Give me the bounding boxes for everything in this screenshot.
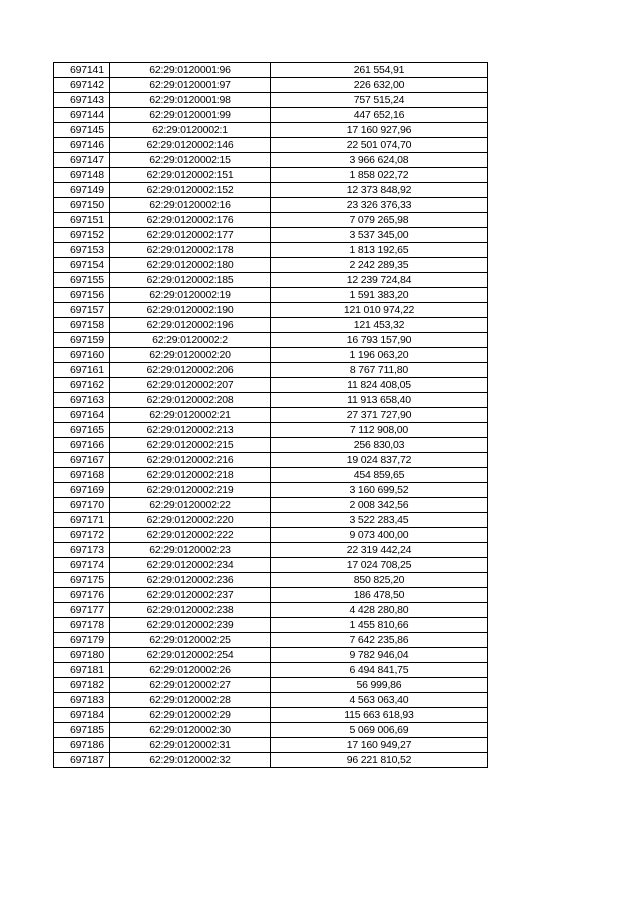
table-row: [54, 378, 488, 393]
row-number-cell: 697158: [54, 318, 110, 333]
row-number-cell: 697162: [54, 378, 110, 393]
cadastral-number-cell: 62:29:0120002:23: [110, 543, 271, 558]
row-number-cell: 697161: [54, 363, 110, 378]
table-row: [54, 228, 488, 243]
cadastral-number-cell: 62:29:0120002:185: [110, 273, 271, 288]
value-cell: 115 663 618,93: [271, 708, 488, 723]
table-row: [54, 543, 488, 558]
table-row: [54, 513, 488, 528]
row-number-cell: 697153: [54, 243, 110, 258]
cadastral-number-cell: 62:29:0120002:239: [110, 618, 271, 633]
value-cell: 3 966 624,08: [271, 153, 488, 168]
table-row: [54, 693, 488, 708]
value-cell: 4 428 280,80: [271, 603, 488, 618]
cadastral-number-cell: 62:29:0120002:25: [110, 633, 271, 648]
value-cell: 850 825,20: [271, 573, 488, 588]
cadastral-number-cell: 62:29:0120002:21: [110, 408, 271, 423]
value-cell: 757 515,24: [271, 93, 488, 108]
value-cell: 261 554,91: [271, 63, 488, 78]
row-number-cell: 697165: [54, 423, 110, 438]
row-number-cell: 697181: [54, 663, 110, 678]
cadastral-number-cell: 62:29:0120002:208: [110, 393, 271, 408]
table-row: [54, 273, 488, 288]
cadastral-number-cell: 62:29:0120002:236: [110, 573, 271, 588]
value-cell: 96 221 810,52: [271, 753, 488, 768]
value-cell: 3 522 283,45: [271, 513, 488, 528]
table-row: [54, 708, 488, 723]
row-number-cell: 697170: [54, 498, 110, 513]
registry-table-body: [54, 63, 488, 768]
table-row: [54, 558, 488, 573]
cadastral-number-cell: 62:29:0120002:206: [110, 363, 271, 378]
cadastral-number-cell: 62:29:0120002:238: [110, 603, 271, 618]
cadastral-number-cell: 62:29:0120002:234: [110, 558, 271, 573]
table-row: [54, 243, 488, 258]
table-row: [54, 183, 488, 198]
cadastral-number-cell: 62:29:0120001:97: [110, 78, 271, 93]
cadastral-number-cell: 62:29:0120002:22: [110, 498, 271, 513]
value-cell: 11 913 658,40: [271, 393, 488, 408]
table-row: [54, 753, 488, 768]
value-cell: 226 632,00: [271, 78, 488, 93]
row-number-cell: 697169: [54, 483, 110, 498]
value-cell: 2 008 342,56: [271, 498, 488, 513]
row-number-cell: 697184: [54, 708, 110, 723]
value-cell: 23 326 376,33: [271, 198, 488, 213]
row-number-cell: 697155: [54, 273, 110, 288]
value-cell: 6 494 841,75: [271, 663, 488, 678]
row-number-cell: 697146: [54, 138, 110, 153]
table-row: [54, 408, 488, 423]
row-number-cell: 697171: [54, 513, 110, 528]
cadastral-number-cell: 62:29:0120002:27: [110, 678, 271, 693]
table-row: [54, 468, 488, 483]
value-cell: 17 160 927,96: [271, 123, 488, 138]
cadastral-number-cell: 62:29:0120002:19: [110, 288, 271, 303]
value-cell: 454 859,65: [271, 468, 488, 483]
cadastral-number-cell: 62:29:0120002:16: [110, 198, 271, 213]
row-number-cell: 697179: [54, 633, 110, 648]
table-row: [54, 588, 488, 603]
cadastral-number-cell: 62:29:0120002:15: [110, 153, 271, 168]
cadastral-number-cell: 62:29:0120002:218: [110, 468, 271, 483]
table-row: [54, 438, 488, 453]
table-row: [54, 258, 488, 273]
table-row: [54, 528, 488, 543]
row-number-cell: 697143: [54, 93, 110, 108]
cadastral-number-cell: 62:29:0120002:207: [110, 378, 271, 393]
value-cell: 7 642 235,86: [271, 633, 488, 648]
table-row: [54, 423, 488, 438]
value-cell: 447 652,16: [271, 108, 488, 123]
row-number-cell: 697166: [54, 438, 110, 453]
row-number-cell: 697159: [54, 333, 110, 348]
row-number-cell: 697173: [54, 543, 110, 558]
value-cell: 17 160 949,27: [271, 738, 488, 753]
value-cell: 12 373 848,92: [271, 183, 488, 198]
cadastral-number-cell: 62:29:0120002:29: [110, 708, 271, 723]
value-cell: 16 793 157,90: [271, 333, 488, 348]
table-row: [54, 213, 488, 228]
value-cell: 121 453,32: [271, 318, 488, 333]
value-cell: 2 242 289,35: [271, 258, 488, 273]
table-row: [54, 138, 488, 153]
row-number-cell: 697176: [54, 588, 110, 603]
cadastral-number-cell: 62:29:0120002:180: [110, 258, 271, 273]
value-cell: 8 767 711,80: [271, 363, 488, 378]
cadastral-number-cell: 62:29:0120002:254: [110, 648, 271, 663]
table-row: [54, 663, 488, 678]
row-number-cell: 697168: [54, 468, 110, 483]
cadastral-number-cell: 62:29:0120002:32: [110, 753, 271, 768]
row-number-cell: 697177: [54, 603, 110, 618]
value-cell: 1 591 383,20: [271, 288, 488, 303]
row-number-cell: 697149: [54, 183, 110, 198]
cadastral-number-cell: 62:29:0120002:176: [110, 213, 271, 228]
row-number-cell: 697150: [54, 198, 110, 213]
table-row: [54, 78, 488, 93]
value-cell: 27 371 727,90: [271, 408, 488, 423]
row-number-cell: 697148: [54, 168, 110, 183]
row-number-cell: 697157: [54, 303, 110, 318]
row-number-cell: 697164: [54, 408, 110, 423]
cadastral-number-cell: 62:29:0120002:196: [110, 318, 271, 333]
cadastral-number-cell: 62:29:0120002:213: [110, 423, 271, 438]
value-cell: 3 160 699,52: [271, 483, 488, 498]
row-number-cell: 697152: [54, 228, 110, 243]
table-row: [54, 723, 488, 738]
cadastral-number-cell: 62:29:0120002:219: [110, 483, 271, 498]
row-number-cell: 697185: [54, 723, 110, 738]
cadastral-number-cell: 62:29:0120002:215: [110, 438, 271, 453]
value-cell: 5 069 006,69: [271, 723, 488, 738]
table-row: [54, 648, 488, 663]
row-number-cell: 697186: [54, 738, 110, 753]
table-row: [54, 288, 488, 303]
table-row: [54, 483, 488, 498]
table-row: [54, 363, 488, 378]
row-number-cell: 697174: [54, 558, 110, 573]
cadastral-number-cell: 62:29:0120002:216: [110, 453, 271, 468]
cadastral-number-cell: 62:29:0120002:146: [110, 138, 271, 153]
cadastral-number-cell: 62:29:0120002:31: [110, 738, 271, 753]
row-number-cell: 697187: [54, 753, 110, 768]
table-row: [54, 93, 488, 108]
table-row: [54, 333, 488, 348]
value-cell: 121 010 974,22: [271, 303, 488, 318]
value-cell: 1 813 192,65: [271, 243, 488, 258]
row-number-cell: 697163: [54, 393, 110, 408]
table-row: [54, 393, 488, 408]
value-cell: 22 501 074,70: [271, 138, 488, 153]
cadastral-number-cell: 62:29:0120001:98: [110, 93, 271, 108]
table-row: [54, 63, 488, 78]
table-row: [54, 573, 488, 588]
value-cell: 9 073 400,00: [271, 528, 488, 543]
table-row: [54, 153, 488, 168]
cadastral-number-cell: 62:29:0120002:177: [110, 228, 271, 243]
table-row: [54, 168, 488, 183]
table-row: [54, 618, 488, 633]
cadastral-number-cell: 62:29:0120002:2: [110, 333, 271, 348]
table-row: [54, 603, 488, 618]
cadastral-number-cell: 62:29:0120002:220: [110, 513, 271, 528]
table-row: [54, 348, 488, 363]
cadastral-number-cell: 62:29:0120002:222: [110, 528, 271, 543]
row-number-cell: 697141: [54, 63, 110, 78]
table-row: [54, 678, 488, 693]
table-row: [54, 318, 488, 333]
row-number-cell: 697144: [54, 108, 110, 123]
value-cell: 1 858 022,72: [271, 168, 488, 183]
row-number-cell: 697175: [54, 573, 110, 588]
table-row: [54, 633, 488, 648]
value-cell: 1 196 063,20: [271, 348, 488, 363]
row-number-cell: 697147: [54, 153, 110, 168]
value-cell: 256 830,03: [271, 438, 488, 453]
cadastral-number-cell: 62:29:0120002:1: [110, 123, 271, 138]
cadastral-number-cell: 62:29:0120002:26: [110, 663, 271, 678]
row-number-cell: 697154: [54, 258, 110, 273]
table-row: [54, 498, 488, 513]
row-number-cell: 697156: [54, 288, 110, 303]
value-cell: 7 079 265,98: [271, 213, 488, 228]
cadastral-number-cell: 62:29:0120001:96: [110, 63, 271, 78]
row-number-cell: 697167: [54, 453, 110, 468]
cadastral-number-cell: 62:29:0120002:20: [110, 348, 271, 363]
value-cell: 17 024 708,25: [271, 558, 488, 573]
row-number-cell: 697151: [54, 213, 110, 228]
table-row: [54, 453, 488, 468]
value-cell: 186 478,50: [271, 588, 488, 603]
value-cell: 19 024 837,72: [271, 453, 488, 468]
row-number-cell: 697178: [54, 618, 110, 633]
cadastral-number-cell: 62:29:0120001:99: [110, 108, 271, 123]
cadastral-number-cell: 62:29:0120002:237: [110, 588, 271, 603]
row-number-cell: 697172: [54, 528, 110, 543]
row-number-cell: 697160: [54, 348, 110, 363]
table-row: [54, 738, 488, 753]
table-row: [54, 108, 488, 123]
value-cell: 7 112 908,00: [271, 423, 488, 438]
cadastral-number-cell: 62:29:0120002:30: [110, 723, 271, 738]
value-cell: 12 239 724,84: [271, 273, 488, 288]
registry-table: [53, 62, 488, 768]
cadastral-number-cell: 62:29:0120002:28: [110, 693, 271, 708]
value-cell: 22 319 442,24: [271, 543, 488, 558]
value-cell: 3 537 345,00: [271, 228, 488, 243]
row-number-cell: 697142: [54, 78, 110, 93]
row-number-cell: 697183: [54, 693, 110, 708]
value-cell: 4 563 063,40: [271, 693, 488, 708]
row-number-cell: 697145: [54, 123, 110, 138]
value-cell: 1 455 810,66: [271, 618, 488, 633]
row-number-cell: 697182: [54, 678, 110, 693]
value-cell: 11 824 408,05: [271, 378, 488, 393]
cadastral-number-cell: 62:29:0120002:151: [110, 168, 271, 183]
value-cell: 56 999,86: [271, 678, 488, 693]
table-row: [54, 198, 488, 213]
row-number-cell: 697180: [54, 648, 110, 663]
table-row: [54, 303, 488, 318]
cadastral-number-cell: 62:29:0120002:152: [110, 183, 271, 198]
cadastral-number-cell: 62:29:0120002:178: [110, 243, 271, 258]
cadastral-number-cell: 62:29:0120002:190: [110, 303, 271, 318]
value-cell: 9 782 946,04: [271, 648, 488, 663]
table-row: [54, 123, 488, 138]
